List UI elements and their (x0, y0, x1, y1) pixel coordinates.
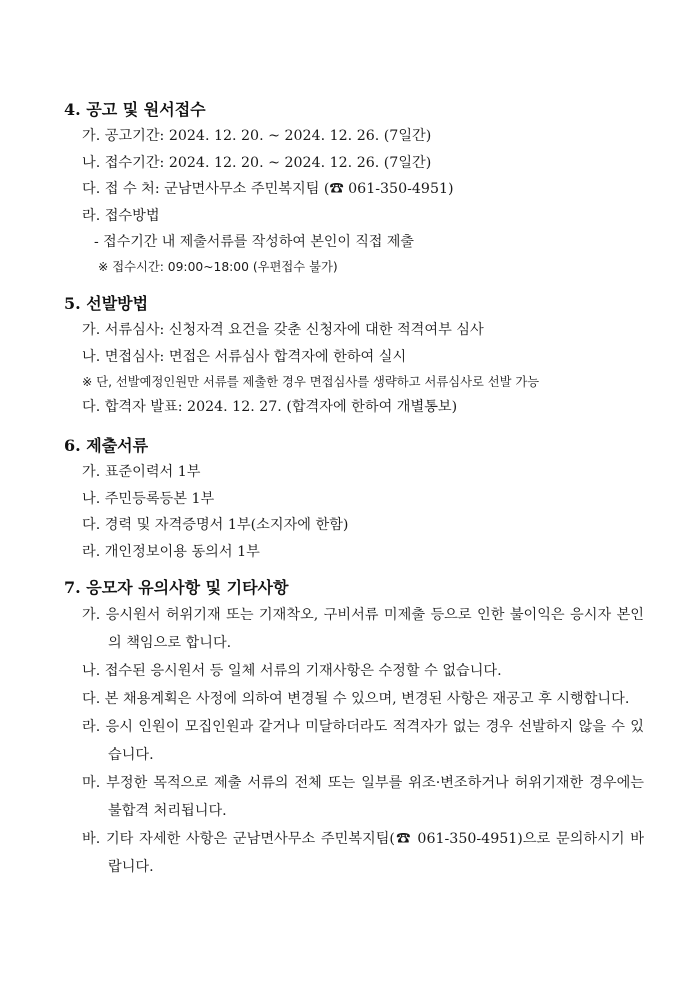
note: ※ 접수시간: 09:00~18:00 (우편접수 불가) (98, 260, 338, 274)
section-heading: 4. 공고 및 원서접수 (64, 100, 206, 119)
list-item: 다. 접 수 처: 군남면사무소 주민복지팀 (☎ 061-350-4951) (82, 181, 454, 197)
section-heading: 7. 응모자 유의사항 및 기타사항 (64, 578, 289, 597)
section-7-applicant-notes (64, 575, 644, 881)
list-item: 나. 면접심사: 면접은 서류심사 합격자에 한하여 실시 (82, 348, 407, 365)
list-item: 바. 기타 자세한 사항은 군남면사무소 주민복지팀(☎ 061-350-4951)으로 문의하시기 바랍니다. (82, 831, 644, 875)
section-heading: 5. 선발방법 (64, 294, 149, 313)
list-item: 가. 공고기간: 2024. 12. 20. ~ 2024. 12. 26. (7일간) (82, 128, 432, 144)
list-item: 나. 주민등록등본 1부 (82, 490, 215, 507)
list-item: 다. 경력 및 자격증명서 1부(소지자에 한함) (82, 517, 349, 533)
list-item: 라. 응시 인원이 모집인원과 같거나 미달하더라도 적격자가 없는 경우 선발하지 않을 수 있습니다. (82, 719, 644, 763)
list-item: 나. 접수기간: 2024. 12. 20. ~ 2024. 12. 26. (7일간) (82, 154, 432, 171)
list-item: 다. 합격자 발표: 2024. 12. 27. (합격자에 한하여 개별통보) (82, 399, 458, 415)
section-5-selection-method (64, 291, 644, 421)
list-item: 마. 부정한 목적으로 제출 서류의 전체 또는 일부를 위조·변조하거나 허위기재한 경우에는 불합격 처리됩니다. (82, 775, 644, 819)
list-item: 가. 서류심사: 신청자격 요건을 갖춘 신청자에 대한 적격여부 심사 (82, 322, 484, 338)
list-item: 가. 표준이력서 1부 (82, 464, 201, 480)
list-item: 가. 응시원서 허위기재 또는 기재착오, 구비서류 미제출 등으로 인한 불이익은 응시자 본인의 책임으로 합니다. (82, 607, 644, 651)
list-item: 다. 본 채용계획은 사정에 의하여 변경될 수 있으며, 변경된 사항은 재공고 후 시행합니다. (82, 691, 630, 707)
section-6-required-documents (64, 433, 644, 565)
list-item: 나. 접수된 응시원서 등 일체 서류의 기재사항은 수정할 수 없습니다. (82, 663, 502, 679)
list-item: 라. 개인정보이용 동의서 1부 (82, 543, 260, 560)
note: ※ 단, 선발예정인원만 서류를 제출한 경우 면접심사를 생략하고 서류심사로 선발 가능 (82, 375, 540, 389)
list-item: 라. 접수방법 (82, 207, 160, 224)
section-4-announcement-and-application (64, 97, 644, 279)
section-heading: 6. 제출서류 (64, 436, 149, 455)
sub-item: - 접수기간 내 제출서류를 작성하여 본인이 직접 제출 (94, 234, 414, 250)
